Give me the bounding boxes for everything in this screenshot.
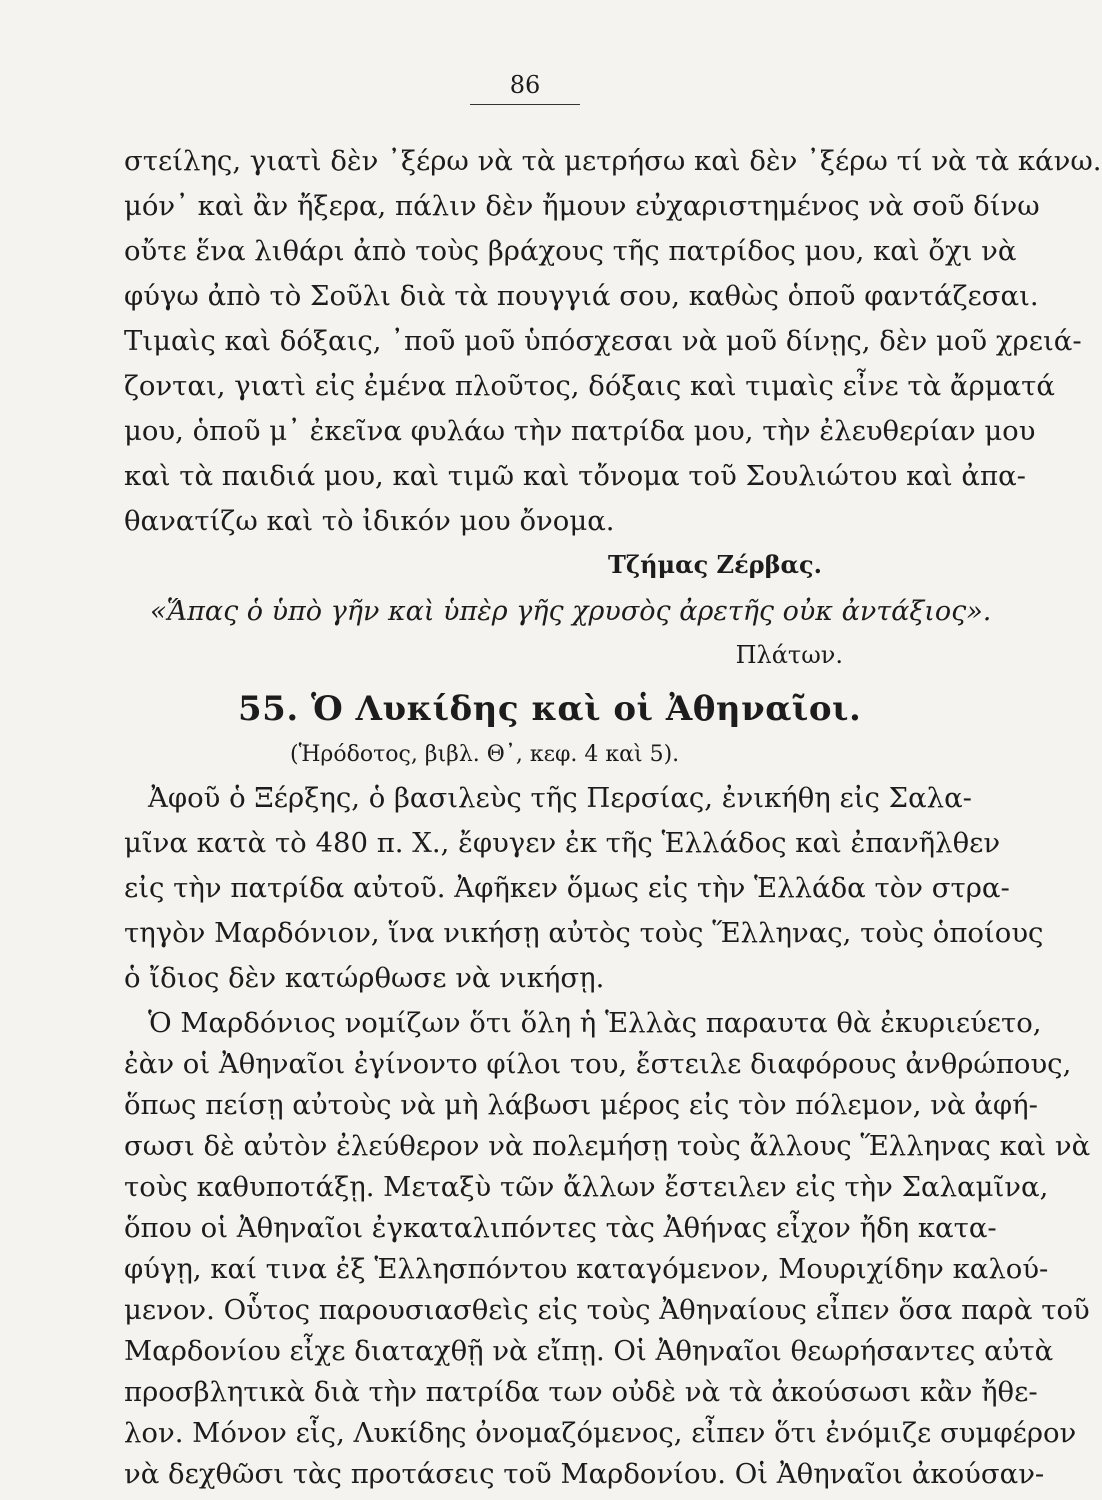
text-line: ἐὰν οἱ Ἀθηναῖοι ἐγίνοντο φίλοι του, ἔστειλε διαφόρους ἀνθρώπους, <box>124 1048 1072 1080</box>
signature: Τζήμας Ζέρβας. <box>608 550 822 579</box>
text-line: σωσι δὲ αὐτὸν ἐλεύθερον νὰ πολεμήσῃ τοὺς ἄλλους Ἕλληνας καὶ νὰ <box>124 1130 1091 1162</box>
text-line: νὰ δεχθῶσι τὰς προτάσεις τοῦ Μαρδονίου. Οἱ Ἀθηναῖοι ἀκούσαν- <box>124 1458 1045 1490</box>
text-line: μῖνα κατὰ τὸ 480 π. Χ., ἔφυγεν ἐκ τῆς Ἑλλάδος καὶ ἐπανῆλθεν <box>124 827 1001 859</box>
text-line: ὅπως πείσῃ αὐτοὺς νὰ μὴ λάβωσι μέρος εἰς τὸν πόλεμον, νὰ ἀφή- <box>124 1089 1038 1121</box>
text-line: φύγῃ, καί τινα ἐξ Ἑλλησπόντου καταγόμενον, Μουριχίδην καλού- <box>124 1253 1049 1285</box>
text-line: μενον. Οὗτος παρουσιασθεὶς εἰς τοὺς Ἀθηναίους εἶπεν ὅσα παρὰ τοῦ <box>124 1294 1090 1326</box>
chapter-title: 55. Ὁ Λυκίδης καὶ οἱ Ἀθηναῖοι. <box>238 689 862 729</box>
text-line: στείλης, γιατὶ δὲν ᾽ξέρω νὰ τὰ μετρήσω καὶ δὲν ᾽ξέρω τί νὰ τὰ κάνω. <box>124 145 1102 177</box>
chapter-source: (Ἡρόδοτος, βιβλ. Θ᾽, κεφ. 4 καὶ 5). <box>290 742 680 767</box>
epigraph-author: Πλάτων. <box>735 641 843 669</box>
epigraph-quote: «Ἅπας ὁ ὑπὸ γῆν καὶ ὑπὲρ γῆς χρυσὸς ἀρετῆς οὐκ ἀντάξιος». <box>150 596 992 627</box>
text-line: Ὁ Μαρδόνιος νομίζων ὅτι ὅλη ἡ Ἑλλὰς παραυτα θὰ ἐκυριεύετο, <box>148 1007 1042 1039</box>
text-line: φύγω ἀπὸ τὸ Σοῦλι διὰ τὰ πουγγιά σου, καθὼς ὁποῦ φαντάζεσαι. <box>124 280 1039 312</box>
text-line: ὅπου οἱ Ἀθηναῖοι ἐγκαταλιπόντες τὰς Ἀθήνας εἶχον ἤδη κατα- <box>124 1212 997 1244</box>
text-line: μου, ὁποῦ μ᾽ ἐκεῖνα φυλάω τὴν πατρίδα μου, τὴν ἐλευθερίαν μου <box>124 415 1036 447</box>
text-line: τοὺς καθυποτάξῃ. Μεταξὺ τῶν ἄλλων ἔστειλεν εἰς τὴν Σαλαμῖνα, <box>124 1171 1049 1203</box>
page-number: 86 <box>470 68 580 105</box>
text-line: θανατίζω καὶ τὸ ἰδικόν μου ὄνομα. <box>124 505 615 537</box>
text-line: μόν᾽ καὶ ἂν ἤξερα, πάλιν δὲν ἤμουν εὐχαριστημένος νὰ σοῦ δίνω <box>124 190 1040 222</box>
text-line: ζονται, γιατὶ εἰς ἐμένα πλοῦτος, δόξαις καὶ τιμαὶς εἶνε τὰ ἄρματά <box>124 370 1055 402</box>
text-line: οὔτε ἕνα λιθάρι ἀπὸ τοὺς βράχους τῆς πατρίδος μου, καὶ ὄχι νὰ <box>124 235 1017 267</box>
text-line: τηγὸν Μαρδόνιον, ἵνα νικήσῃ αὐτὸς τοὺς Ἕλληνας, τοὺς ὁποίους <box>124 917 1044 949</box>
text-line: Τιμαὶς καὶ δόξαις, ᾽ποῦ μοῦ ὑπόσχεσαι νὰ μοῦ δίνῃς, δὲν μοῦ χρειά- <box>124 325 1082 357</box>
text-line: καὶ τὰ παιδιά μου, καὶ τιμῶ καὶ τὄνομα τοῦ Σουλιώτου καὶ ἀπα- <box>124 460 1026 492</box>
text-line: ὁ ἴδιος δὲν κατώρθωσε νὰ νικήσῃ. <box>124 962 605 994</box>
text-line: λον. Μόνον εἷς, Λυκίδης ὀνομαζόμενος, εἶπεν ὅτι ἐνόμιζε συμφέρον <box>124 1417 1077 1449</box>
text-line: Ἀφοῦ ὁ Ξέρξης, ὁ βασιλεὺς τῆς Περσίας, ἐνικήθη εἰς Σαλα- <box>148 782 972 814</box>
text-line: Μαρδονίου εἶχε διαταχθῇ νὰ εἴπῃ. Οἱ Ἀθηναῖοι θεωρήσαντες αὐτὰ <box>124 1335 1054 1367</box>
text-line: εἰς τὴν πατρίδα αὐτοῦ. Ἀφῆκεν ὅμως εἰς τὴν Ἑλλάδα τὸν στρα- <box>124 872 1010 904</box>
text-line: προσβλητικὰ διὰ τὴν πατρίδα των οὐδὲ νὰ τὰ ἀκούσωσι κἂν ἤθε- <box>124 1376 1038 1408</box>
